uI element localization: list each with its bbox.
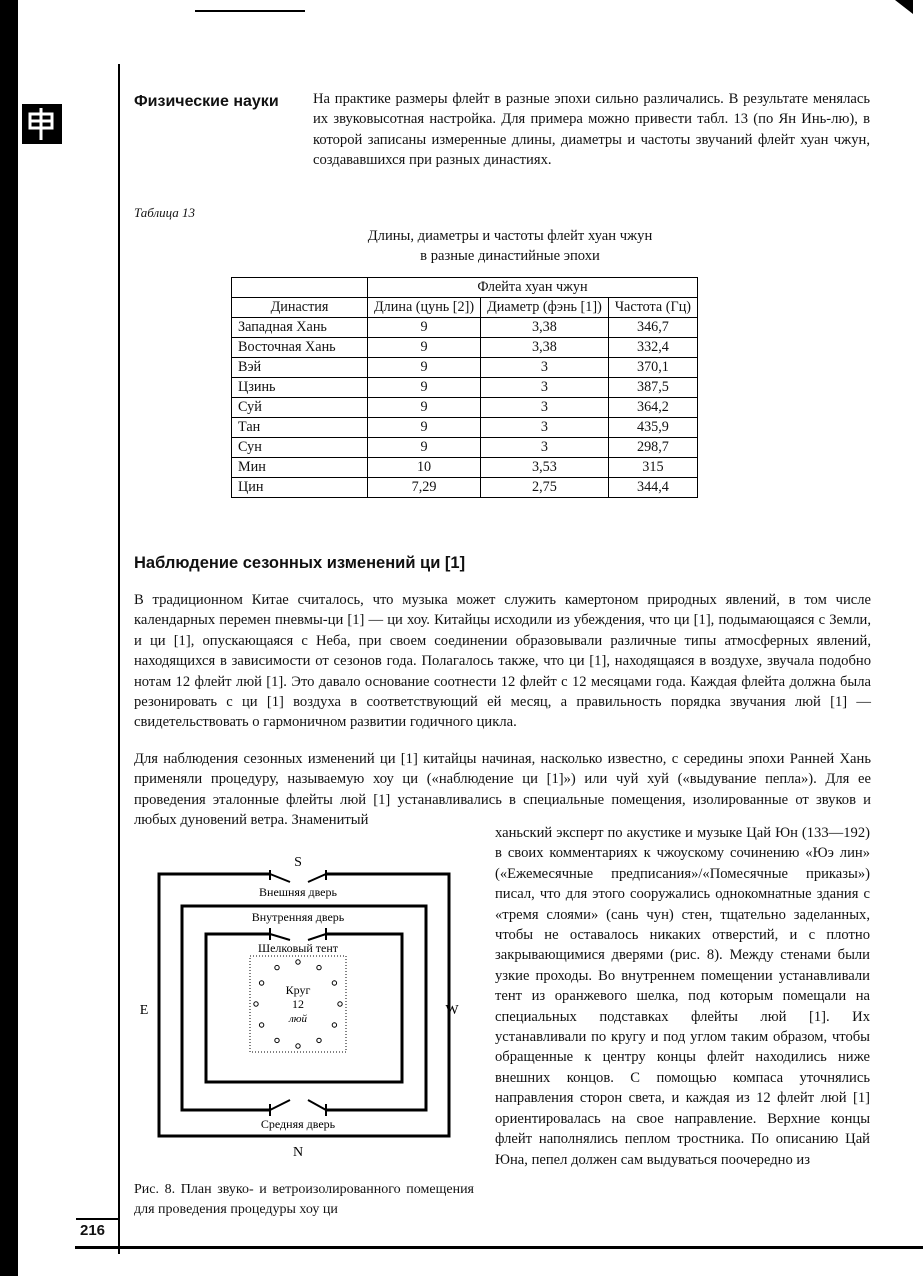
flute-table [231, 277, 698, 498]
cell-diameter: 3 [481, 358, 609, 378]
cell-dynasty: Мин [232, 458, 368, 478]
cell-length: 9 [368, 418, 481, 438]
flute-mark [259, 1023, 263, 1027]
cell-frequency: 315 [608, 458, 697, 478]
label-twelve: 12 [292, 997, 304, 1011]
page-edge-bar [0, 0, 18, 1276]
flute-mark [317, 965, 321, 969]
flute-mark [296, 1044, 300, 1048]
cell-diameter: 3 [481, 398, 609, 418]
flute-mark [275, 1038, 279, 1042]
header-frequency: Частота (Гц) [608, 298, 697, 318]
corner-mark [895, 0, 913, 14]
label-west: W [445, 1003, 459, 1018]
cell-length: 9 [368, 338, 481, 358]
table-row [232, 398, 698, 418]
pictogram-icon [22, 104, 62, 144]
label-lyui: люй [288, 1013, 308, 1025]
cell-frequency: 332,4 [608, 338, 697, 358]
cell-diameter: 3 [481, 438, 609, 458]
cell-frequency: 346,7 [608, 318, 697, 338]
cell-length: 9 [368, 378, 481, 398]
table-caption [230, 226, 790, 266]
table-row [232, 478, 698, 498]
cell-diameter: 3,38 [481, 318, 609, 338]
label-middle-door: Средняя дверь [260, 1117, 336, 1131]
flute-mark [254, 1002, 258, 1006]
header-length: Длина (цунь [2]) [368, 298, 481, 318]
table-group-header-row [232, 278, 698, 298]
cell-diameter: 3 [481, 418, 609, 438]
cell-dynasty: Тан [232, 418, 368, 438]
cell-length: 7,29 [368, 478, 481, 498]
label-north: N [292, 1145, 304, 1160]
section-title: Физические науки [134, 93, 279, 110]
top-rule [195, 10, 305, 12]
intro-paragraph: На практике размеры флейт в разные эпохи сильно различались. В результате менялась их звуковысотная настройка. Для примера можно привести табл. 13 (по Ян Инь-лю), в которой записаны измеренные длины, диаметры и частоты звучаний флейт хуан чжун, создававшихся при разных династиях. [313, 91, 870, 169]
cell-dynasty: Сун [232, 438, 368, 458]
paragraph-3: ханьский эксперт по акустике и музыке Цай Юн (133—192) в своих комментариях к чжоускому сочинению «Юэ лин» («Ежемесячные предписания»/«Помесячные приказы») писал, что для этого сооружались однокомнатные здания с «тремя слоями» (сань чун) стен, тщательно заделанных, чтобы не оставалось никаких отверстий, и с плотно закрывающимися дверями (рис. 8). Между стенами были узкие проходы. Во внутреннем помещении устанавливали тент из оранжевого шелка, под которым помещали на специальных подставках флейты люй [1]. Их устанавливали по кругу и под углом таким образом, чтобы обращенные к центру концы флейт находились ниже внешних концов. С помощью компаса уточнялись направления сторон света, и каждая из 12 флейт люй [1] ориентировалась на свое направление. Верхние концы флейт наполнялись пеплом тростника. По описанию Цай Юна, пепел должен сам выдуваться поочередно из [495, 825, 870, 1168]
flute-mark [332, 981, 336, 985]
flute-mark [338, 1002, 342, 1006]
header-dynasty: Династия [232, 298, 368, 318]
table-group-header: Флейта хуан чжун [368, 278, 698, 298]
label-outer-door: Внешняя дверь [259, 885, 337, 899]
label-south: S [294, 855, 302, 870]
label-east: E [139, 1003, 149, 1018]
cell-dynasty: Западная Хань [232, 318, 368, 338]
cell-frequency: 435,9 [608, 418, 697, 438]
header-diameter: Диаметр (фэнь [1]) [481, 298, 609, 318]
frame-bottom-rule [75, 1246, 923, 1249]
cell-length: 9 [368, 318, 481, 338]
cell-length: 9 [368, 438, 481, 458]
table-row [232, 438, 698, 458]
paragraph-2: Для наблюдения сезонных изменений ци [1] китайцы начиная, насколько известно, с середины эпохи Ранней Хань применяли процедуру, называемую хоу ци («наблюдение ци [1]») или чуй хуй («выдувание пепла»). Для ее проведения эталонные флейты люй [1] устанавливались в специальные помещения, изолированные от звуков и любых дуновений ветра. Знаменитый [134, 751, 871, 829]
cell-dynasty: Вэй [232, 358, 368, 378]
label-tent: Шелковый тент [257, 941, 339, 955]
room-plan-figure [134, 848, 474, 1168]
cell-frequency: 298,7 [608, 438, 697, 458]
section-heading: Наблюдение сезонных изменений ци [1] [134, 554, 466, 572]
table-body [232, 318, 698, 498]
cell-diameter: 2,75 [481, 478, 609, 498]
cell-dynasty: Суй [232, 398, 368, 418]
cell-frequency: 364,2 [608, 398, 697, 418]
table-row [232, 318, 698, 338]
paragraph-1: В традиционном Китае считалось, что музыка может служить камертоном природных явлений, в том числе календарных перемен пневмы-ци [1] — ци хоу. Китайцы исходили из убеждения, что ци [1], подымающаяся с Земли, и ци [1], опускающаяся с Неба, при своем соединении образовывали различные типы атмосферных явлений, находящихся в зависимости от сезонов года. Полагалось также, что ци [1], находящаяся в воздухе, звучала подобно нотам 12 флейт люй [1]. Это давало основание соотнести 12 флейт с 12 месяцами года. Каждая флейта должна была резонировать с ци [1] воздуха в соответствующий ей месяц, а правильность порядка звучания люй [1] — свидетельствовать о гармоничном развитии годичного цикла. [134, 592, 871, 731]
flute-mark [317, 1038, 321, 1042]
cell-frequency: 370,1 [608, 358, 697, 378]
table-row [232, 358, 698, 378]
flute-mark [259, 981, 263, 985]
cell-frequency: 387,5 [608, 378, 697, 398]
cell-frequency: 344,4 [608, 478, 697, 498]
table-header-blank [232, 278, 368, 298]
cell-diameter: 3,38 [481, 338, 609, 358]
table-row [232, 338, 698, 358]
flute-mark [275, 965, 279, 969]
cell-dynasty: Цин [232, 478, 368, 498]
cell-length: 10 [368, 458, 481, 478]
cell-dynasty: Цзинь [232, 378, 368, 398]
table-header-row [232, 298, 698, 318]
cell-diameter: 3,53 [481, 458, 609, 478]
cell-length: 9 [368, 358, 481, 378]
label-inner-door: Внутренняя дверь [251, 910, 345, 924]
table-row [232, 458, 698, 478]
table-row [232, 418, 698, 438]
label-circle: Круг [285, 983, 311, 997]
table-caption-line-2: в разные династийные эпохи [420, 248, 600, 264]
frame-left-rule [118, 64, 120, 1254]
cell-dynasty: Восточная Хань [232, 338, 368, 358]
flute-mark [332, 1023, 336, 1027]
table-caption-line-1: Длины, диаметры и частоты флейт хуан чжун [367, 228, 653, 244]
flute-mark [296, 960, 300, 964]
page-number: 216 [80, 1222, 106, 1239]
cell-diameter: 3 [481, 378, 609, 398]
figure-caption: Рис. 8. План звуко- и ветроизолированного помещения для проведения процедуры хоу ци [134, 1182, 474, 1217]
cell-length: 9 [368, 398, 481, 418]
table-row [232, 378, 698, 398]
table-number: Таблица 13 [134, 205, 196, 220]
